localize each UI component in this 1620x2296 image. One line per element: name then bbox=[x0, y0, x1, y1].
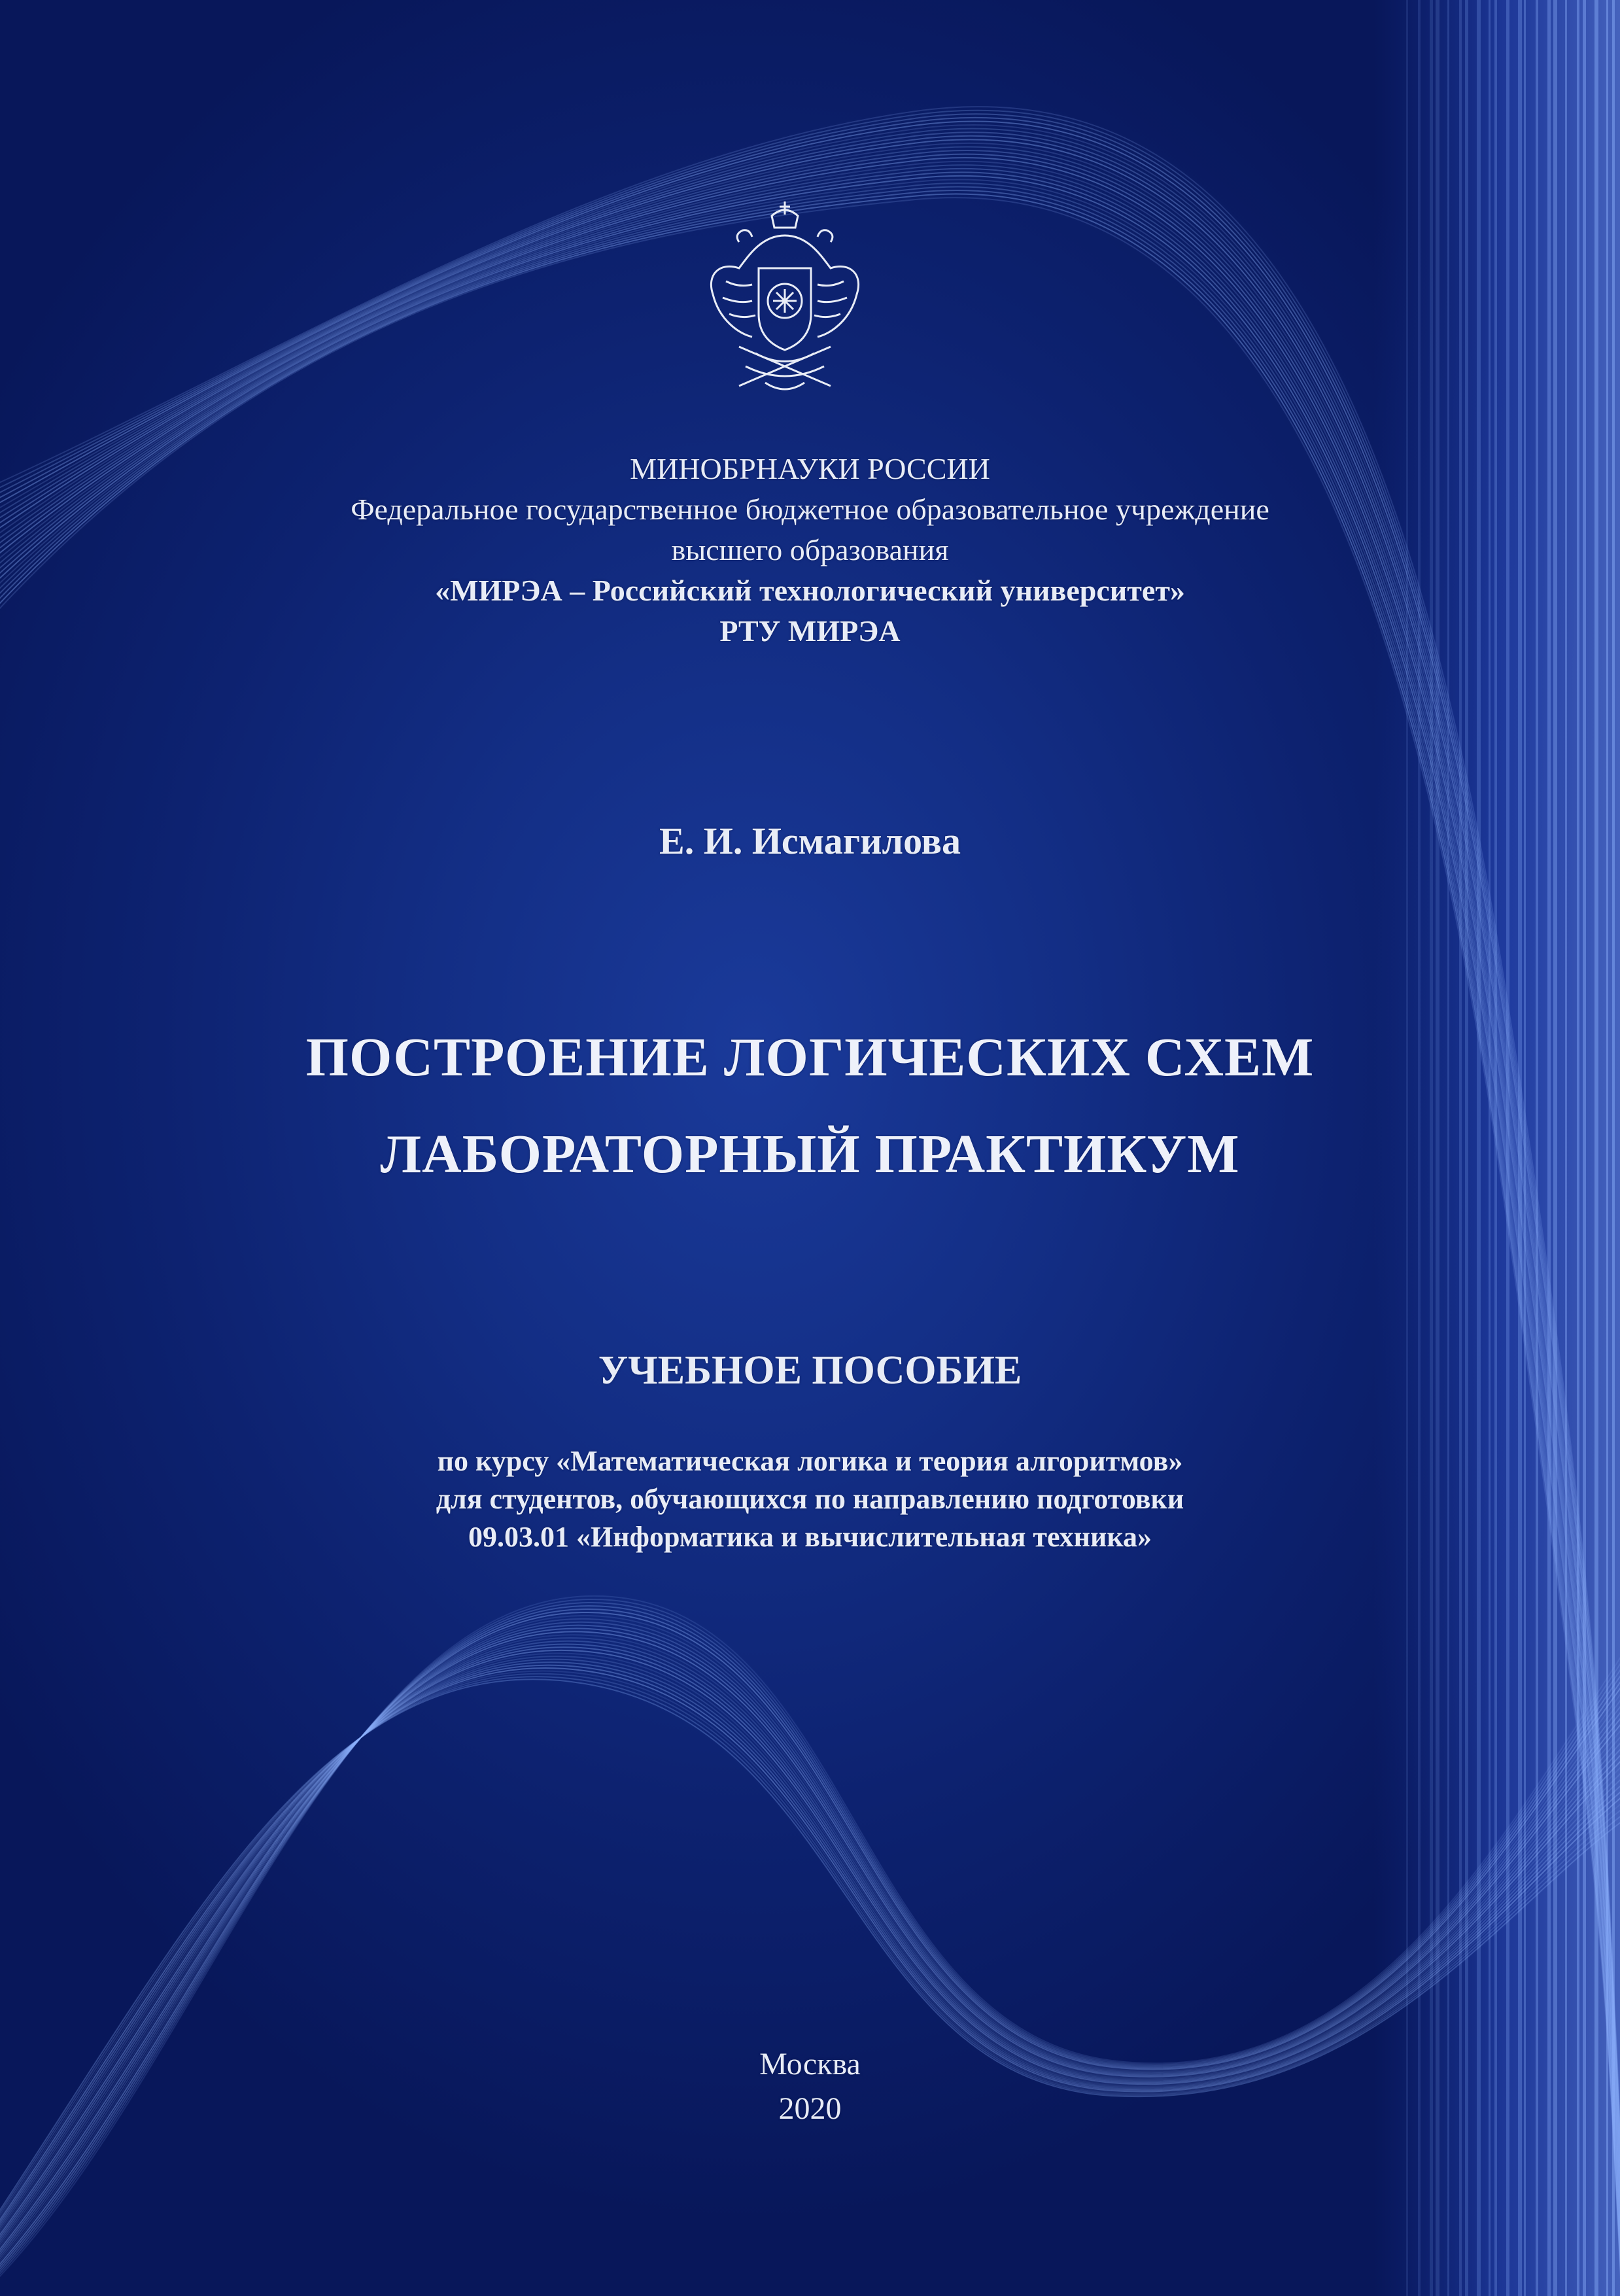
university-short-name: РТУ МИРЭА bbox=[719, 614, 901, 648]
ministry-name: МИНОБРНАУКИ РОССИИ bbox=[630, 452, 990, 485]
book-subtitle: УЧЕБНОЕ ПОСОБИЕ bbox=[598, 1348, 1022, 1393]
university-coat-of-arms-icon bbox=[700, 196, 870, 406]
course-line-2: для студентов, обучающихся по направлению подготовки bbox=[436, 1483, 1184, 1515]
course-line-1: по курсу «Математическая логика и теория алгоритмов» bbox=[437, 1445, 1183, 1477]
university-name: «МИРЭА – Российский технологический университет» bbox=[435, 574, 1185, 607]
publication-year: 2020 bbox=[778, 2091, 842, 2126]
author-name: Е. И. Исмагилова bbox=[659, 820, 961, 862]
institution-line-2: высшего образования bbox=[671, 533, 949, 566]
course-line-3: 09.03.01 «Информатика и вычислительная техника» bbox=[468, 1521, 1152, 1553]
book-title-line-2: ЛАБОРАТОРНЫЙ ПРАКТИКУМ bbox=[380, 1124, 1240, 1185]
institution-line-1: Федеральное государственное бюджетное образовательное учреждение bbox=[351, 493, 1269, 526]
book-title-line-1: ПОСТРОЕНИЕ ЛОГИЧЕСКИХ СХЕМ bbox=[305, 1027, 1315, 1088]
publication-city: Москва bbox=[759, 2047, 861, 2081]
